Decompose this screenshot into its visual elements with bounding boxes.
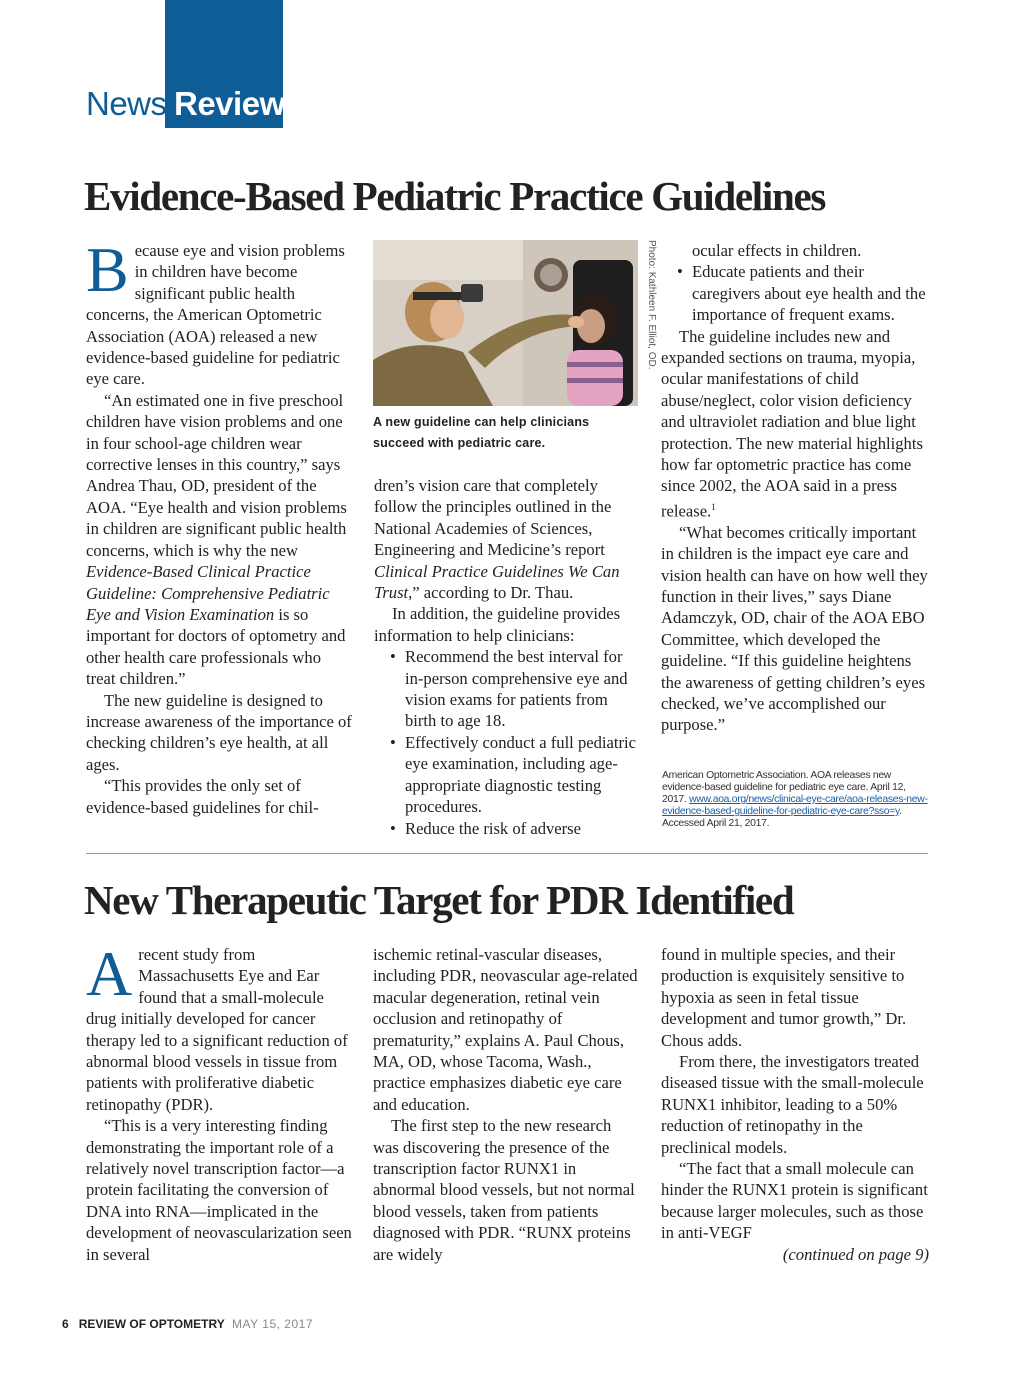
article2-dropcap: A xyxy=(86,938,133,1009)
article2-paragraph: “The fact that a small molecule can hinder the RUNX1 protein is significant because larger molecules, such as those in anti-VEGF xyxy=(661,1159,928,1243)
page-footer xyxy=(62,1317,313,1331)
bullet-continuation: ocular effects in children. xyxy=(692,241,862,260)
article1-paragraph: “This provides the only set of evidence-based guidelines for chil- xyxy=(86,776,319,817)
reference-link[interactable]: www.aoa.org/news/clinical-eye-care/aoa-releases-new-evidence-based-guideline-for-pediatric-eye-care?sso=y xyxy=(662,794,928,817)
guideline-bullets xyxy=(374,646,640,839)
article1-paragraph: In addition, the guideline provides information to help clinicians: xyxy=(374,604,621,645)
article2-paragraph: found in multiple species, and their production is exquisitely sensitive to hypoxia as seen in fetal tissue development and tumor growth,” Dr. Chous adds. xyxy=(661,945,907,1050)
article2-paragraph: The first step to the new research was discovering the presence of the transcription factor RUNX1 in abnormal blood vessels, but not normal blood vessels, taken from patients diagnosed with PDR. “RUNX proteins are widely xyxy=(373,1116,635,1264)
guideline-title: Evidence-Based Clinical Practice Guideline: Comprehensive Pediatric Eye and Vision Examination xyxy=(86,562,330,624)
article1-paragraph: “An estimated one in five preschool children have vision problems and one in four school-age children wear corrective lenses in this country,” says Andrea Thau, OD, president of the AOA. “Eye health and vision problems in children are significant public health concerns, which is why the new xyxy=(86,390,347,560)
section-news-label: News xyxy=(86,85,167,122)
section-review-label: Review xyxy=(174,85,285,122)
reference-note xyxy=(662,770,930,830)
article1-headline: Evidence-Based Pediatric Practice Guidelines xyxy=(84,173,826,219)
photo-credit: Photo: Kathleen F. Elliot, OD. xyxy=(646,240,657,370)
article2-paragraph: recent study from Massachusetts Eye and Ear found that a small-molecule drug initially developed for cancer therapy led to a significant reduction of abnormal blood vessels in tissue from patients with proliferative diabetic retinopathy (PDR). xyxy=(86,945,348,1114)
bullet-item: • Educate patients and their caregivers about eye health and the importance of frequent exams. xyxy=(661,261,929,325)
article2-paragraph: From there, the investigators treated diseased tissue with the small-molecule RUNX1 inhibitor, leading to a 50% reduction of retinopathy in the preclinical models. xyxy=(661,1052,924,1157)
article2-headline: New Therapeutic Target for PDR Identified xyxy=(84,877,794,923)
reference-end: . Accessed April 21, 2017. xyxy=(662,806,902,829)
bullet-item: • Recommend the best interval for in-person comprehensive eye and vision exams for patients from birth to age 18. xyxy=(374,646,640,732)
photo-caption: A new guideline can help clinicians succeed with pediatric care. xyxy=(373,415,590,450)
reference-text: American Optometric Association. AOA releases new evidence-based guideline for pediatric eye care. April 12, 2017. xyxy=(662,770,906,805)
article1-paragraph: The new guideline is designed to increase awareness of the importance of checking children’s eye health, at all ages. xyxy=(86,690,352,774)
article2-paragraph: ischemic retinal-vascular diseases, including PDR, neovascular age-related macular degeneration, retinal vein occlusion and retinopathy of prematurity,” explains A. Paul Chous, MA, OD, whose Tacoma, Wash., practice emphasizes diabetic eye care and education. xyxy=(373,945,638,1114)
article1-paragraph-end: ,” according to Dr. Thau. xyxy=(408,583,574,603)
eye-exam-photo xyxy=(373,240,638,406)
article1-paragraph: The guideline includes new and expanded sections on trauma, myopia, ocular manifestations of child abuse/neglect, color vision deficiency and ultraviolet radiation and blue light protection. The new material highlights how far optometric practice has come since 2002, the AOA said in a press release. xyxy=(661,326,923,521)
guideline-bullets-cont xyxy=(661,261,929,325)
article1-column-3 xyxy=(661,240,929,736)
bullet-item: • Reduce the risk of adverse xyxy=(374,818,640,839)
article1-column-1 xyxy=(86,234,352,818)
article1-paragraph: “What becomes critically important in children is the impact eye care and vision health can have on how well they function in their lives,” says Diane Adamczyk, OD, chair of the AOA EBO Committee, which developed the guideline. “If this guideline heightens the awareness of getting children’s eyes checked, we’ve accomplished our purpose.” xyxy=(661,522,928,735)
article2-column-2 xyxy=(373,944,640,1265)
article1-column-2 xyxy=(374,475,640,839)
report-title: Clinical Practice Guidelines We Can Trust xyxy=(374,561,620,603)
page-number: 6 xyxy=(62,1317,69,1331)
article1-paragraph-end: is so important for doctors of optometry and other health care professionals who treat children.” xyxy=(86,604,346,689)
section-divider xyxy=(86,853,928,854)
continued-note: (continued on page 9) xyxy=(782,1244,929,1264)
magazine-name: REVIEW OF OPTOMETRY xyxy=(78,1317,225,1331)
article1-paragraph: ecause eye and vision problems in children have become significant public health concerns, the American Optometric Association (AOA) released a new evidence-based guideline for pediatric eye care. xyxy=(86,241,345,389)
footnote-marker: 1 xyxy=(711,501,716,512)
article2-column-3 xyxy=(661,944,929,1265)
article1-paragraph: dren’s vision care that completely follow the principles outlined in the National Academies of Sciences, Engineering and Medicine’s report xyxy=(374,476,612,560)
article2-column-1 xyxy=(86,938,352,1265)
article2-paragraph: “This is a very interesting finding demonstrating the important role of a relatively novel transcription factor—a protein facilitating the conversion of DNA into RNA—implicated in the development of neovascularization seen in several xyxy=(86,1116,352,1264)
article1-dropcap: B xyxy=(86,234,129,305)
issue-date: MAY 15, 2017 xyxy=(232,1317,313,1331)
bullet-item: • Effectively conduct a full pediatric eye examination, including age-appropriate diagnostic testing procedures. xyxy=(374,732,640,818)
